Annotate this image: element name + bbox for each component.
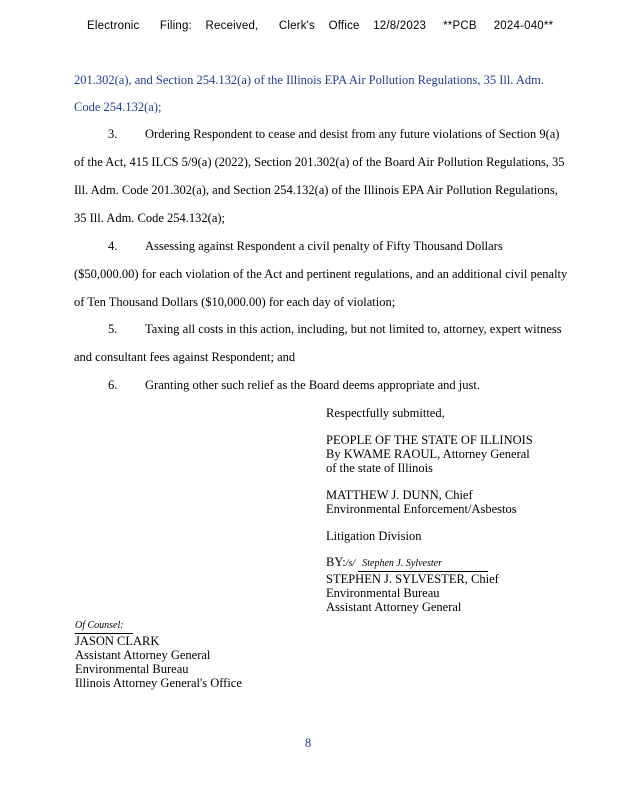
- item-number: 5.: [108, 322, 118, 336]
- of-counsel-label: Of Counsel:: [75, 619, 133, 634]
- sylvester-line: STEPHEN J. SYLVESTER, Chief: [326, 572, 499, 586]
- state-line: of the state of Illinois: [326, 461, 433, 475]
- signer-name: Stephen J. Sylvester: [362, 558, 442, 569]
- litigation-line: Litigation Division: [326, 529, 422, 543]
- counsel-title: Assistant Attorney General: [75, 648, 211, 662]
- counsel-name: JASON CLARK: [75, 634, 160, 648]
- item-number: 6.: [108, 378, 118, 392]
- item-number: 3.: [108, 127, 118, 141]
- item-text: Ordering Respondent to cease and desist from any future violations of Section 9(a): [145, 127, 560, 141]
- item-number: 4.: [108, 239, 118, 253]
- attorney-general-line: By KWAME RAOUL, Attorney General: [326, 447, 530, 461]
- body-line: 35 Ill. Adm. Code 254.132(a);: [74, 211, 226, 225]
- by-label: BY:: [326, 555, 346, 569]
- enforcement-line: Environmental Enforcement/Asbestos: [326, 502, 517, 516]
- bureau-line: Environmental Bureau: [326, 586, 440, 600]
- body-line: of Ten Thousand Dollars ($10,000.00) for each day of violation;: [74, 295, 396, 309]
- body-line: of the Act, 415 ILCS 5/9(a) (2022), Section 201.302(a) of the Board Air Pollution Regulations, 35: [74, 155, 565, 169]
- aag-line: Assistant Attorney General: [326, 600, 462, 614]
- body-line: Code 254.132(a);: [74, 100, 162, 114]
- counsel-bureau: Environmental Bureau: [75, 662, 189, 676]
- body-line: Ill. Adm. Code 201.302(a), and Section 254.132(a) of the Illinois EPA Air Pollution Regulations,: [74, 183, 558, 197]
- signature-block: [326, 406, 533, 614]
- item-text: Granting other such relief as the Board deems appropriate and just.: [145, 378, 480, 392]
- counsel-block: [75, 617, 242, 690]
- body-line: and consultant fees against Respondent; and: [74, 350, 296, 364]
- respectfully-submitted: Respectfully submitted,: [326, 406, 445, 420]
- item-text: Taxing all costs in this action, including, but not limited to, attorney, expert witness: [145, 322, 562, 336]
- people-line: PEOPLE OF THE STATE OF ILLINOIS: [326, 433, 533, 447]
- s-mark: /s/: [345, 558, 356, 569]
- item-text: Assessing against Respondent a civil penalty of Fifty Thousand Dollars: [145, 239, 503, 253]
- page-number: 8: [305, 736, 312, 750]
- body-line: ($50,000.00) for each violation of the Act and pertinent regulations, and an additional civil penalty: [74, 267, 568, 281]
- efiling-header: Electronic Filing: Received, Clerk's Office 12/8/2023 **PCB 2024-040**: [87, 20, 554, 32]
- signer-underline: [358, 555, 488, 572]
- body-line: 201.302(a), and Section 254.132(a) of the Illinois EPA Air Pollution Regulations, 35 Ill. Adm.: [74, 73, 544, 87]
- dunn-line: MATTHEW J. DUNN, Chief: [326, 488, 473, 502]
- counsel-office: Illinois Attorney General's Office: [75, 676, 242, 690]
- signature-line: [326, 555, 533, 572]
